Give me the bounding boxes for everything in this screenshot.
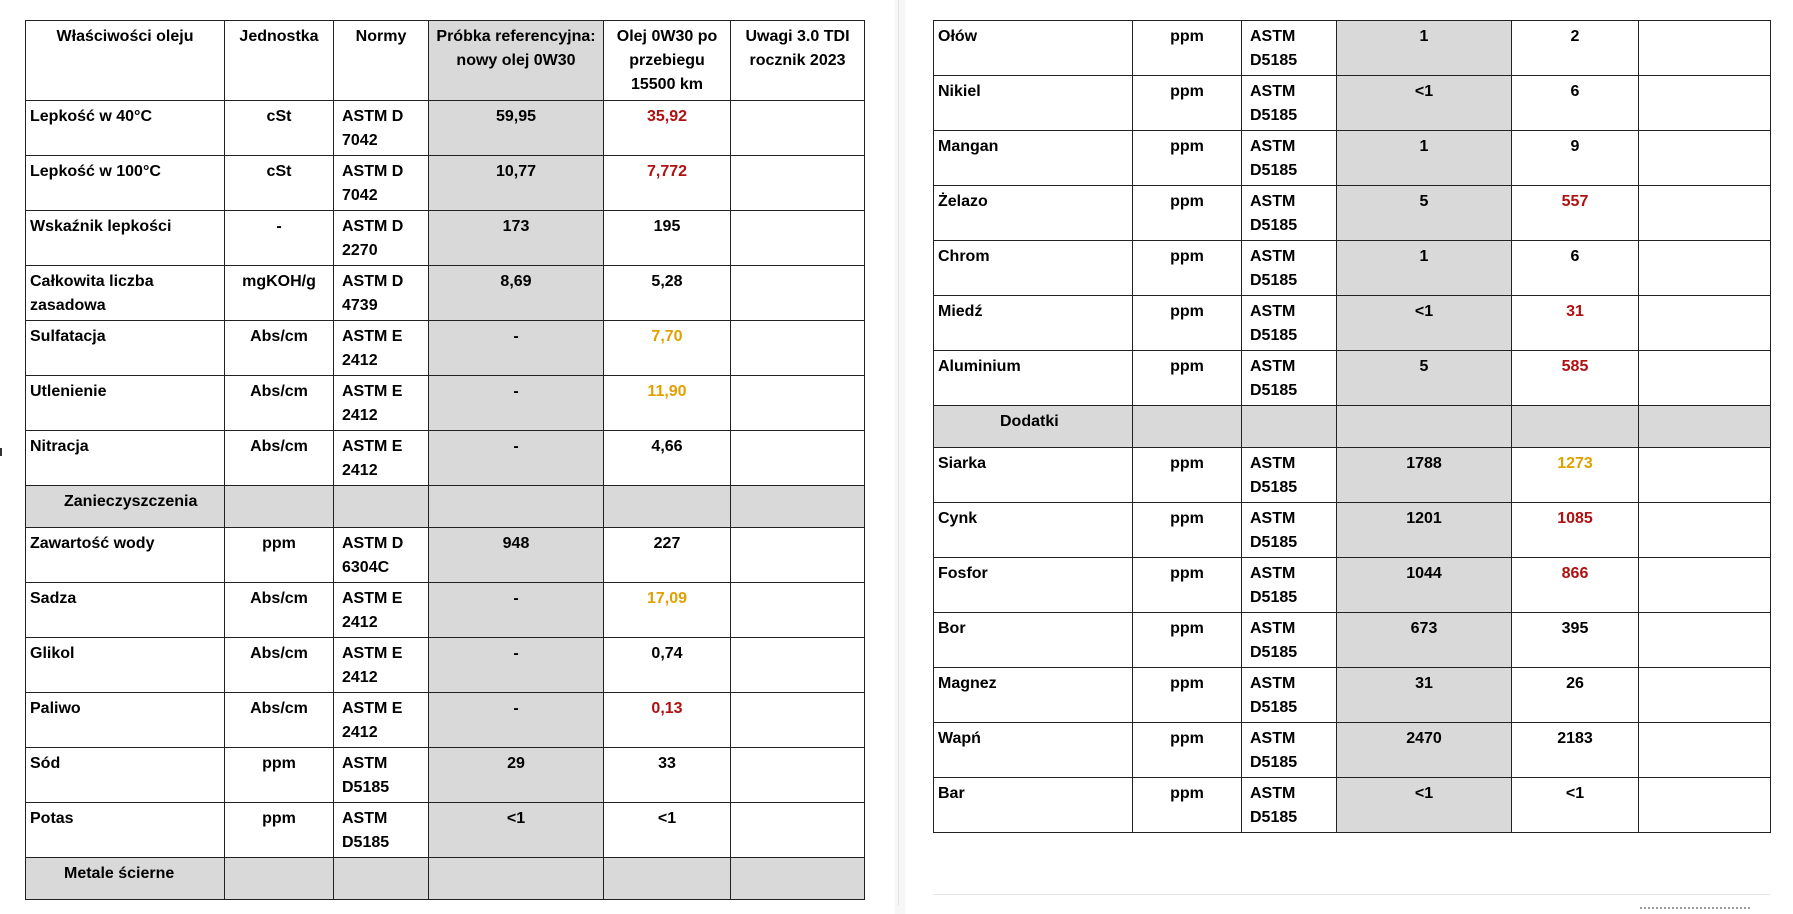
table-row [26,101,865,156]
page-edge-mark [0,448,2,456]
header-property: Właściwości oleju [26,21,225,101]
header-unit: Jednostka [225,21,334,101]
cell-used: 9 [1512,131,1639,186]
cell-norm: ASTM D5185 [1242,668,1337,723]
cell-norm: ASTM D5185 [1242,296,1337,351]
cell-used: 7,772 [604,156,731,211]
cell-norm: ASTM D 7042 [334,101,429,156]
cell-used: <1 [604,803,731,858]
cell-norm: ASTM D5185 [334,748,429,803]
section-label: Metale ścierne [26,858,225,900]
cell-notes [731,583,865,638]
header-norm: Normy [334,21,429,101]
cell-reference: 173 [429,211,604,266]
table-row [26,748,865,803]
cell-notes [731,321,865,376]
cell-used: 4,66 [604,431,731,486]
cell-reference: 29 [429,748,604,803]
cell-notes [731,101,865,156]
cell-notes [1639,76,1771,131]
cell-property: Fosfor [934,558,1133,613]
cell-unit: cSt [225,156,334,211]
cell-property: Lepkość w 100°C [26,156,225,211]
cell-reference: 1 [1337,21,1512,76]
cell-reference: 5 [1337,351,1512,406]
cell-reference: <1 [1337,76,1512,131]
table-row [934,76,1771,131]
cell-used: 11,90 [604,376,731,431]
table-row [26,266,865,321]
cell-notes [1639,778,1771,833]
cell-norm: ASTM D5185 [1242,503,1337,558]
cell-unit: cSt [225,101,334,156]
cell-unit: Abs/cm [225,431,334,486]
cell-reference: <1 [1337,296,1512,351]
cell-property: Aluminium [934,351,1133,406]
cell-notes [1639,723,1771,778]
cell-reference: - [429,431,604,486]
cell-unit: ppm [225,748,334,803]
cell-property: Bor [934,613,1133,668]
cell-unit: Abs/cm [225,693,334,748]
cell-used: 1273 [1512,448,1639,503]
section-cell [731,486,865,528]
cell-reference: - [429,638,604,693]
cell-used: 0,13 [604,693,731,748]
cell-notes [1639,668,1771,723]
header-notes: Uwagi 3.0 TDI rocznik 2023 [731,21,865,101]
cell-notes [731,803,865,858]
cell-property: Nikiel [934,76,1133,131]
cell-property: Magnez [934,668,1133,723]
table-row [934,723,1771,778]
cell-reference: - [429,583,604,638]
cell-notes [1639,503,1771,558]
cell-norm: ASTM D 2270 [334,211,429,266]
cell-property: Nitracja [26,431,225,486]
cell-property: Wskaźnik lepkości [26,211,225,266]
table-row [934,241,1771,296]
cell-notes [731,431,865,486]
section-cell [429,486,604,528]
cell-used: 35,92 [604,101,731,156]
cell-used: 2 [1512,21,1639,76]
cell-notes [731,693,865,748]
table-row [934,668,1771,723]
cell-unit: ppm [1133,503,1242,558]
cell-used: 31 [1512,296,1639,351]
cell-property: Sulfatacja [26,321,225,376]
cell-unit: Abs/cm [225,376,334,431]
cell-reference: 1788 [1337,448,1512,503]
cell-notes [731,266,865,321]
table-row [26,156,865,211]
cell-property: Lepkość w 40°C [26,101,225,156]
cell-norm: ASTM D5185 [1242,351,1337,406]
cell-unit: ppm [1133,296,1242,351]
cell-notes [731,211,865,266]
section-cell [1639,406,1771,448]
cell-reference: <1 [1337,778,1512,833]
cell-notes [1639,558,1771,613]
cell-notes [1639,351,1771,406]
cell-unit: ppm [1133,21,1242,76]
cell-notes [731,156,865,211]
page-gutter-line [898,0,899,905]
page-footer-line [933,894,1770,895]
section-cell [604,486,731,528]
cell-unit: ppm [1133,613,1242,668]
cell-reference: 5 [1337,186,1512,241]
cell-norm: ASTM D5185 [334,803,429,858]
cell-property: Wapń [934,723,1133,778]
cell-property: Paliwo [26,693,225,748]
cell-notes [731,528,865,583]
table-row [26,638,865,693]
table-row [26,693,865,748]
cell-used: 195 [604,211,731,266]
cell-property: Potas [26,803,225,858]
cell-notes [731,376,865,431]
cell-property: Glikol [26,638,225,693]
cell-property: Cynk [934,503,1133,558]
section-cell [1337,406,1512,448]
cell-unit: - [225,211,334,266]
cell-norm: ASTM D5185 [1242,723,1337,778]
section-cell [429,858,604,900]
page-footer-mark [1640,907,1750,912]
cell-unit: ppm [1133,668,1242,723]
cell-unit: ppm [1133,723,1242,778]
table-row [934,351,1771,406]
cell-notes [1639,241,1771,296]
table-row [26,803,865,858]
cell-notes [1639,448,1771,503]
section-cell [1512,406,1639,448]
cell-notes [1639,613,1771,668]
section-cell [334,858,429,900]
cell-norm: ASTM D5185 [1242,241,1337,296]
cell-unit: ppm [1133,558,1242,613]
cell-used: 33 [604,748,731,803]
cell-reference: 673 [1337,613,1512,668]
cell-used: 1085 [1512,503,1639,558]
cell-notes [1639,21,1771,76]
table-row [26,376,865,431]
table-row [934,558,1771,613]
cell-used: 557 [1512,186,1639,241]
cell-unit: ppm [1133,778,1242,833]
cell-unit: ppm [225,528,334,583]
table-row [26,321,865,376]
cell-notes [731,748,865,803]
cell-norm: ASTM D5185 [1242,186,1337,241]
oil-analysis-table-right [933,20,1771,833]
cell-reference: 2470 [1337,723,1512,778]
table-row [26,583,865,638]
header-used: Olej 0W30 po przebiegu 15500 km [604,21,731,101]
cell-property: Żelazo [934,186,1133,241]
table-row [26,528,865,583]
cell-property: Utlenienie [26,376,225,431]
cell-norm: ASTM E 2412 [334,431,429,486]
table-row [934,503,1771,558]
cell-norm: ASTM D5185 [1242,448,1337,503]
section-cell [604,858,731,900]
cell-unit: Abs/cm [225,321,334,376]
cell-used: 866 [1512,558,1639,613]
cell-reference: - [429,321,604,376]
cell-reference: 8,69 [429,266,604,321]
cell-reference: 1044 [1337,558,1512,613]
cell-notes [1639,131,1771,186]
cell-property: Bar [934,778,1133,833]
cell-unit: ppm [225,803,334,858]
cell-reference: 1 [1337,131,1512,186]
section-row-contaminants [26,486,865,528]
cell-property: Ołów [934,21,1133,76]
cell-norm: ASTM D 7042 [334,156,429,211]
cell-used: 0,74 [604,638,731,693]
cell-unit: ppm [1133,131,1242,186]
page-gutter [895,0,905,914]
table-row [934,186,1771,241]
cell-norm: ASTM D 6304C [334,528,429,583]
cell-property: Sód [26,748,225,803]
cell-norm: ASTM D 4739 [334,266,429,321]
section-cell [1242,406,1337,448]
cell-norm: ASTM D5185 [1242,558,1337,613]
table-row [934,448,1771,503]
cell-reference: 1 [1337,241,1512,296]
cell-norm: ASTM E 2412 [334,376,429,431]
cell-norm: ASTM E 2412 [334,583,429,638]
cell-unit: ppm [1133,76,1242,131]
cell-norm: ASTM E 2412 [334,693,429,748]
section-cell [225,858,334,900]
section-label: Dodatki [934,406,1133,448]
header-row [26,21,865,101]
section-row-additives [934,406,1771,448]
cell-used: 26 [1512,668,1639,723]
cell-property: Miedź [934,296,1133,351]
cell-used: <1 [1512,778,1639,833]
section-cell [225,486,334,528]
cell-norm: ASTM E 2412 [334,638,429,693]
cell-used: 7,70 [604,321,731,376]
cell-unit: ppm [1133,448,1242,503]
cell-reference: - [429,693,604,748]
cell-norm: ASTM D5185 [1242,21,1337,76]
section-cell [334,486,429,528]
section-row-wear-metals [26,858,865,900]
table-row [26,431,865,486]
cell-reference: 31 [1337,668,1512,723]
cell-property: Siarka [934,448,1133,503]
cell-unit: Abs/cm [225,638,334,693]
cell-used: 6 [1512,241,1639,296]
table-row [26,211,865,266]
section-cell [731,858,865,900]
cell-norm: ASTM D5185 [1242,613,1337,668]
cell-used: 227 [604,528,731,583]
cell-unit: Abs/cm [225,583,334,638]
section-cell [1133,406,1242,448]
cell-used: 6 [1512,76,1639,131]
header-reference: Próbka referencyjna: nowy olej 0W30 [429,21,604,101]
cell-reference: 1201 [1337,503,1512,558]
cell-used: 395 [1512,613,1639,668]
cell-property: Mangan [934,131,1133,186]
table-row [934,131,1771,186]
table-row [934,613,1771,668]
cell-used: 17,09 [604,583,731,638]
table-row [934,778,1771,833]
cell-reference: <1 [429,803,604,858]
cell-reference: 59,95 [429,101,604,156]
cell-property: Całkowita liczba zasadowa [26,266,225,321]
table-row [934,296,1771,351]
cell-norm: ASTM D5185 [1242,131,1337,186]
cell-norm: ASTM D5185 [1242,76,1337,131]
table-row [934,21,1771,76]
cell-property: Sadza [26,583,225,638]
section-label: Zanieczyszczenia [26,486,225,528]
cell-unit: ppm [1133,186,1242,241]
cell-reference: - [429,376,604,431]
cell-unit: ppm [1133,241,1242,296]
cell-unit: mgKOH/g [225,266,334,321]
cell-norm: ASTM E 2412 [334,321,429,376]
cell-notes [731,638,865,693]
cell-norm: ASTM D5185 [1242,778,1337,833]
cell-used: 2183 [1512,723,1639,778]
cell-reference: 10,77 [429,156,604,211]
cell-notes [1639,296,1771,351]
cell-used: 585 [1512,351,1639,406]
oil-analysis-table-left [25,20,865,900]
cell-property: Chrom [934,241,1133,296]
cell-property: Zawartość wody [26,528,225,583]
cell-reference: 948 [429,528,604,583]
cell-notes [1639,186,1771,241]
cell-unit: ppm [1133,351,1242,406]
cell-used: 5,28 [604,266,731,321]
